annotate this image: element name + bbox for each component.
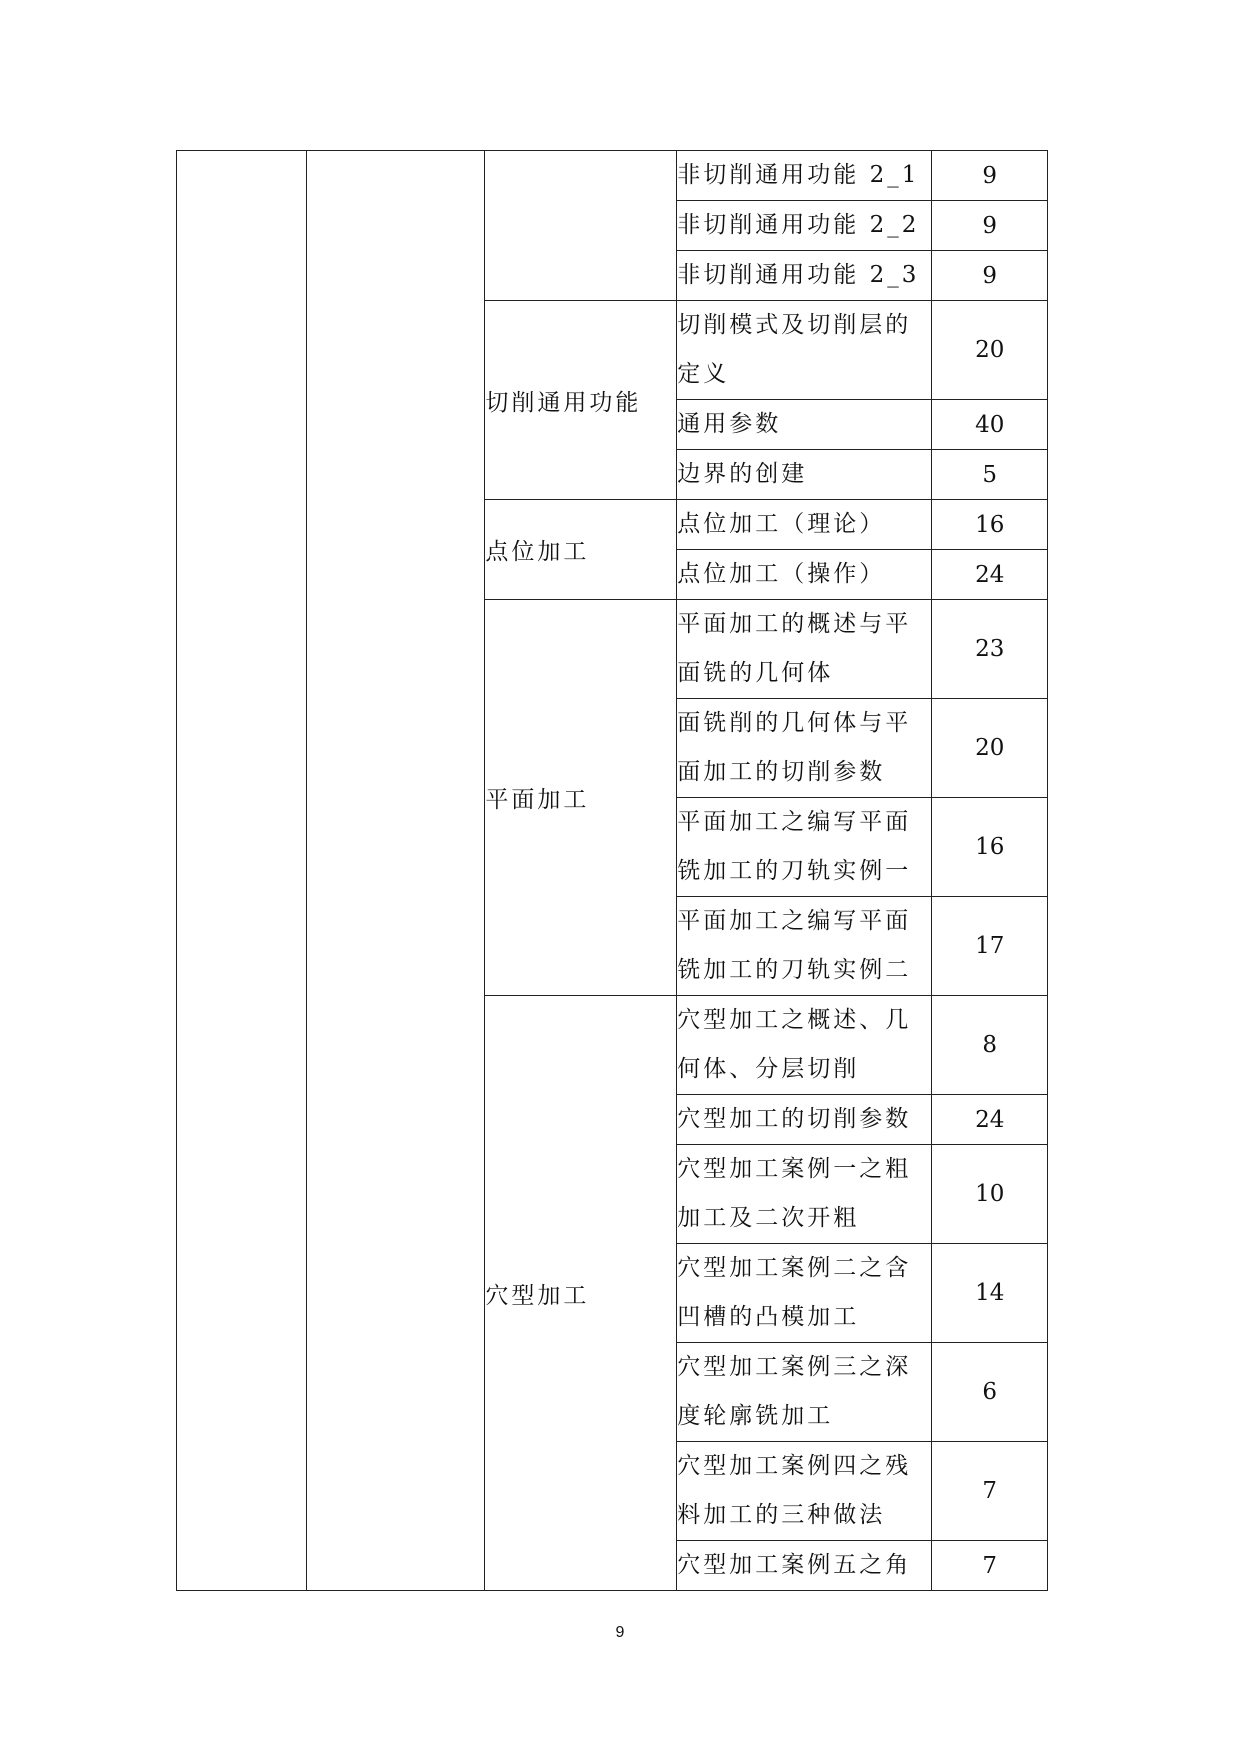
table-row bbox=[177, 151, 1048, 201]
blank-column-a bbox=[177, 151, 307, 1591]
hours-cell: 9 bbox=[932, 151, 1048, 201]
hours-cell: 7 bbox=[932, 1541, 1048, 1591]
topic-cell: 非切削通用功能 2_1 bbox=[677, 151, 932, 201]
topic-cell: 点位加工（操作） bbox=[677, 550, 932, 600]
hours-cell: 16 bbox=[932, 798, 1048, 897]
hours-cell: 5 bbox=[932, 450, 1048, 500]
group-cell-planar-machining: 平面加工 bbox=[485, 600, 677, 996]
group-cell-point-machining: 点位加工 bbox=[485, 500, 677, 600]
topic-cell: 穴型加工之概述、几何体、分层切削 bbox=[677, 996, 932, 1095]
topic-cell: 非切削通用功能 2_2 bbox=[677, 201, 932, 251]
group-cell-pocket-machining: 穴型加工 bbox=[485, 996, 677, 1591]
topic-cell: 穴型加工的切削参数 bbox=[677, 1095, 932, 1145]
topic-cell: 点位加工（理论） bbox=[677, 500, 932, 550]
hours-cell: 6 bbox=[932, 1343, 1048, 1442]
hours-cell: 16 bbox=[932, 500, 1048, 550]
hours-cell: 8 bbox=[932, 996, 1048, 1095]
hours-cell: 9 bbox=[932, 251, 1048, 301]
hours-cell: 10 bbox=[932, 1145, 1048, 1244]
hours-cell: 17 bbox=[932, 897, 1048, 996]
hours-cell: 24 bbox=[932, 550, 1048, 600]
hours-cell: 20 bbox=[932, 301, 1048, 400]
topic-cell: 穴型加工案例一之粗加工及二次开粗 bbox=[677, 1145, 932, 1244]
hours-cell: 14 bbox=[932, 1244, 1048, 1343]
topic-cell: 平面加工之编写平面铣加工的刀轨实例二 bbox=[677, 897, 932, 996]
topic-cell: 穴型加工案例四之残料加工的三种做法 bbox=[677, 1442, 932, 1541]
topic-cell: 边界的创建 bbox=[677, 450, 932, 500]
topic-cell: 通用参数 bbox=[677, 400, 932, 450]
topic-cell: 穴型加工案例三之深度轮廓铣加工 bbox=[677, 1343, 932, 1442]
group-cell-cutting-general: 切削通用功能 bbox=[485, 301, 677, 500]
topic-cell: 穴型加工案例五之角 bbox=[677, 1541, 932, 1591]
hours-cell: 23 bbox=[932, 600, 1048, 699]
topic-cell: 面铣削的几何体与平面加工的切削参数 bbox=[677, 699, 932, 798]
hours-cell: 40 bbox=[932, 400, 1048, 450]
hours-cell: 24 bbox=[932, 1095, 1048, 1145]
topic-cell: 平面加工之编写平面铣加工的刀轨实例一 bbox=[677, 798, 932, 897]
topic-cell: 穴型加工案例二之含凹槽的凸模加工 bbox=[677, 1244, 932, 1343]
hours-cell: 7 bbox=[932, 1442, 1048, 1541]
course-table bbox=[176, 150, 1048, 1591]
hours-cell: 9 bbox=[932, 201, 1048, 251]
topic-cell: 非切削通用功能 2_3 bbox=[677, 251, 932, 301]
page-number: 9 bbox=[615, 1624, 625, 1641]
blank-column-b bbox=[306, 151, 485, 1591]
topic-cell: 切削模式及切削层的定义 bbox=[677, 301, 932, 400]
group-cell-continued bbox=[485, 151, 677, 301]
hours-cell: 20 bbox=[932, 699, 1048, 798]
topic-cell: 平面加工的概述与平面铣的几何体 bbox=[677, 600, 932, 699]
